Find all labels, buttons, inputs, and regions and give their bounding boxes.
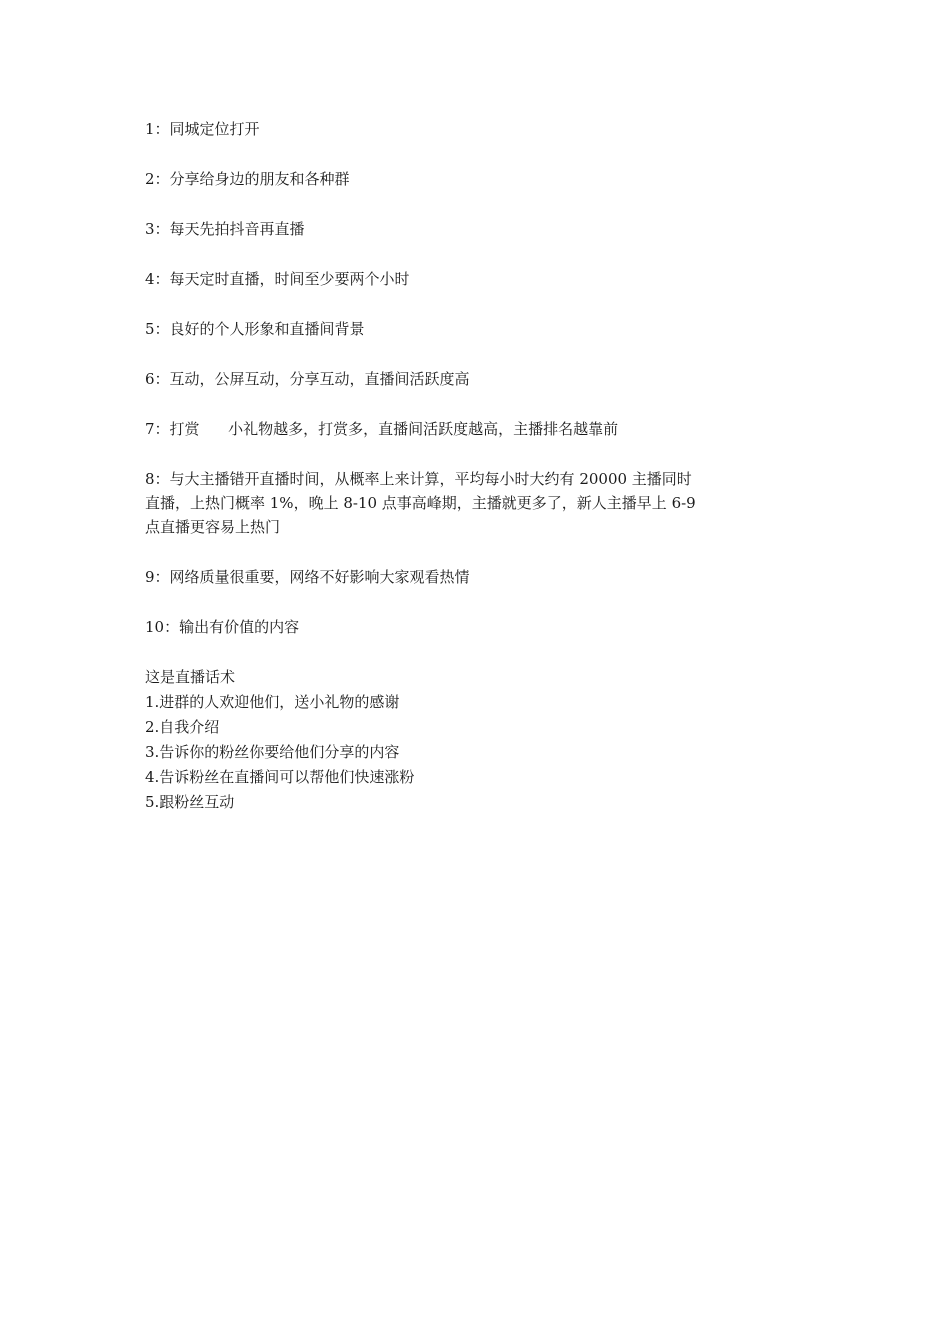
tip-8: 8：与大主播错开直播时间，从概率上来计算，平均每小时大约有 20000 主播同时直播，上热门概率 1%，晚上 8-10 点事高峰期，主播就更多了，新人主播早上 6-9 点直播更容易上热门 bbox=[145, 470, 701, 536]
tip-6: 6：互动，公屏互动，分享互动，直播间活跃度高 bbox=[145, 370, 470, 388]
tip-3: 3：每天先拍抖音再直播 bbox=[145, 220, 305, 238]
script-item-5: 5.跟粉丝互动 bbox=[145, 793, 235, 811]
tip-4: 4：每天定时直播，时间至少要两个小时 bbox=[145, 270, 410, 288]
script-item-1: 1.进群的人欢迎他们，送小礼物的感谢 bbox=[145, 693, 400, 711]
script-section bbox=[145, 665, 705, 815]
tip-9: 9：网络质量很重要，网络不好影响大家观看热情 bbox=[145, 568, 470, 586]
tip-5: 5：良好的个人形象和直播间背景 bbox=[145, 320, 365, 338]
tip-10: 10：输出有价值的内容 bbox=[145, 618, 300, 636]
script-item-3: 3.告诉你的粉丝你要给他们分享的内容 bbox=[145, 743, 400, 761]
tip-7: 7：打赏 小礼物越多，打赏多，直播间活跃度越高，主播排名越靠前 bbox=[145, 420, 619, 438]
document-body bbox=[145, 117, 705, 815]
script-item-2: 2.自我介绍 bbox=[145, 718, 220, 736]
tip-2: 2：分享给身边的朋友和各种群 bbox=[145, 170, 350, 188]
script-section-title: 这是直播话术 bbox=[145, 668, 236, 686]
tip-1: 1：同城定位打开 bbox=[145, 120, 260, 138]
script-item-4: 4.告诉粉丝在直播间可以帮他们快速涨粉 bbox=[145, 768, 415, 786]
